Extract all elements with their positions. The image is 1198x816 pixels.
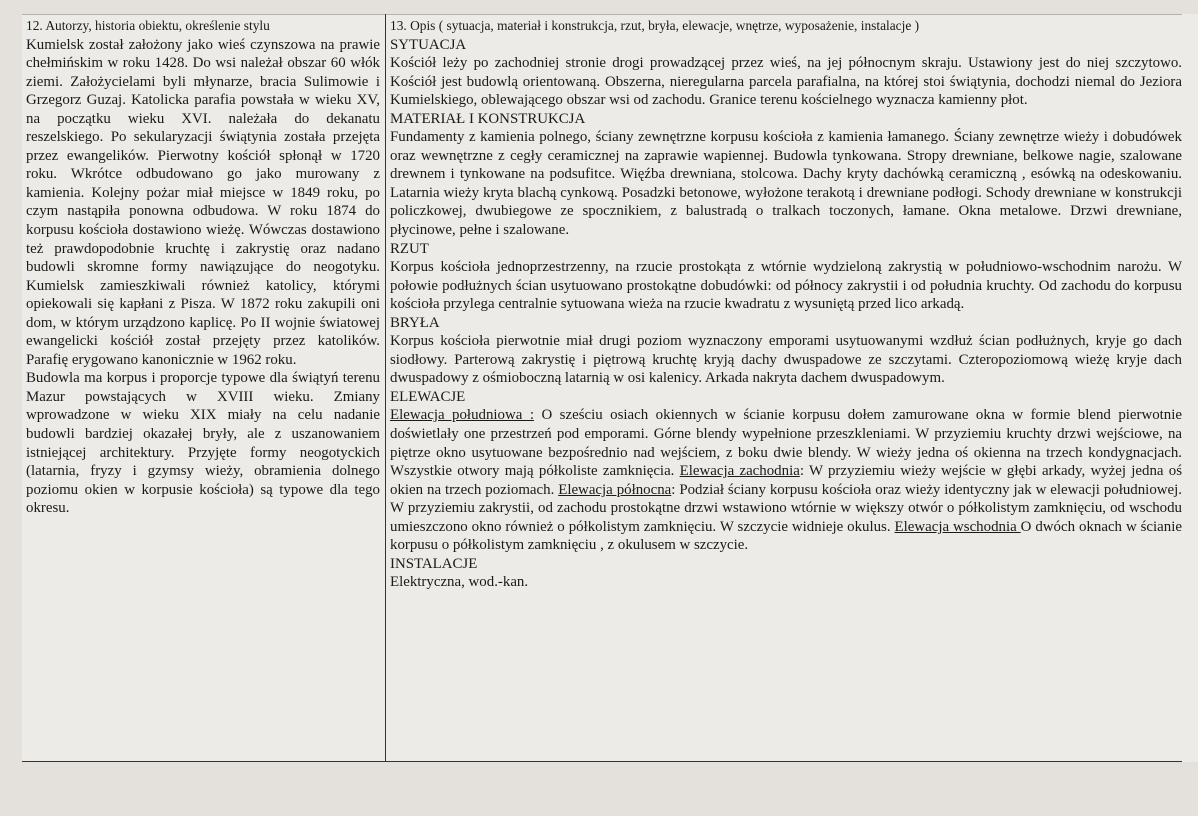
elewacja-zachodnia-label: Elewacja zachodnia: [679, 463, 800, 480]
sytuacja-text: Kościół leży po zachodniej stronie drogi prowadzącej przez wieś, na jej północnym skraju. Ustawiony jest do niej szczytowo. Kościół jest budowlą orientowaną. Obszerna, nieregularna parcela parafialna, na której stoi świątynia, dochodzi niemal do Jeziora Kumielskiego, oblewającego obszar wsi od zachodu. Granice terenu kościelnego wyznacza kamienny płot.: [390, 55, 1182, 109]
elewacja-poludniowa-label: Elewacja południowa :: [390, 407, 534, 424]
section-title-instalacje: INSTALACJE: [390, 555, 478, 572]
elewacja-poludniowa-text: O sześciu osiach okiennych w ścianie korpusu dołem zamurowane okna w formie blend pierwotnie doświetlały one przestrzeń pod emporami. Górne blendy wypełnione przeszkleniami. W przyziemiu kruchty drzwi wejściowe, na piętrze okno usytuowane bezpośrednio nad wejściem, z boku dwie blendy. W wieży jedna oś okienna na trzech kondygnacjach. Wszystkie otwory mają półkoliste zamknięcia.: [390, 407, 1183, 480]
top-border: [22, 14, 1182, 15]
elewacje-text: [390, 406, 1182, 554]
right-column-header: 13. Opis ( sytuacja, materiał i konstrukcja, rzut, bryła, elewacje, wnętrze, wyposażenie, instalacje ): [390, 18, 920, 33]
rzut-text: Korpus kościoła jednoprzestrzenny, na rzucie prostokąta z wtórnie wydzieloną zakrystią w południowo-wschodnim narożu. W połowie podłużnych ścian usytuowano prostokątne dobudówki: od północy zakrystii i od południa kruchty. Od zachodu do korpusu kościoła przylega centralnie sytuowana wieża na rzucie kwadratu z wysuniętą przed lico arkadą.: [390, 259, 1182, 313]
elewacja-polnocna-label: Elewacja północna: [558, 481, 672, 498]
section-title-rzut: RZUT: [390, 240, 429, 257]
elewacja-zachodnia-text: : W przyziemiu wieży wejście w głębi arkady, wyżej jedna oś okien na trzech poziomach.: [390, 463, 1183, 498]
left-column-header: 12. Autorzy, historia obiektu, określenie stylu: [26, 18, 270, 33]
elewacja-wschodnia-label: Elewacja wschodnia: [894, 518, 1021, 535]
section-title-sytuacja: SYTUACJA: [390, 36, 467, 53]
right-column: [390, 17, 1182, 592]
column-divider: [385, 14, 386, 762]
style-paragraph: Budowla ma korpus i proporcje typowe dla świątyń terenu Mazur powstających w XVIII wieku. Zmiany wprowadzone w wieku XIX miały na celu nadanie budowli bardziej okazałej bryły, ale z uszanowaniem istniejącej architektury. Przyjęte formy neogotyckich (latarnia, fryzy i gzymsy wieży, obramienia dolnego poziomu okien w korpusie kościoła) są typowe dla tego okresu.: [26, 370, 380, 517]
bottom-border: [22, 761, 1182, 762]
history-paragraph: Kumielsk został założony jako wieś czynszowa na prawie chełmińskim w roku 1428. Do wsi należał obszar 60 włók ziemi. Założycielami byli młynarze, bracia Sulimowie i Grzegorz Guzaj. Katolicka parafia powstała w wieku XV, na początku wieku XVI. należała do dekanatu reszelskiego. Po sekularyzacji świątynia została przejęta przez ewangelików. Pierwotny kościół spłonął w 1720 roku. Wkrótce odbudowano go jako murowany z kamienia. Kolejny pożar miał miejsce w 1849 roku, po czym nastąpiła ponowna odbudowa. W roku 1874 do korpusu kościoła dostawiono wieżę. Wówczas dostawiono też prawdopodobnie kruchtę i zakrystię oraz nadano budowli skromne formy nawiązujące do neogotyku. Kumielsk zamieszkiwali również katolicy, którymi opiekowali się kapłani z Pisza. W 1872 roku zakupili oni dom, w którym urządzono kaplicę. Po II wojnie światowej ewangelicki kościół został przejęty przez katolików. Parafię erygowano kanonicznie w 1962 roku.: [26, 36, 380, 368]
material-text: Fundamenty z kamienia polnego, ściany zewnętrzne korpusu kościoła z kamienia łamanego. Ściany zewnętrze wieży i dobudówek oraz wewnętrzne z cegły ceramicznej na zaprawie wapiennej. Budowla tynkowana. Stropy drewniane, belkowe nagie, szalowane drewnem i tynkowane na podsufitce. Więźba drewniana, stolcowa. Dachy kryty dachówką ceramiczną , esówką na odeskowaniu. Latarnia wieży kryta blachą cynkową. Posadzki betonowe, wyłożone terakotą i drewniane podłogi. Schody drewniane w konstrukcji policzkowej, dwubiegowe ze spocznikiem, z balustradą o tralkach toczonych, łamane. Okna metalowe. Drzwi drewniane, płycinowe, pełne i szalowane.: [390, 129, 1182, 239]
section-title-elewacje: ELEWACJE: [390, 388, 466, 405]
instalacje-text: Elektryczna, wod.-kan.: [390, 574, 529, 591]
elewacja-polnocna-text: : Podział ściany korpusu kościoła oraz wieży identyczny jak w elewacji południowej. W przyziemiu zakrystii, od zachodu prostokątne drzwi wstawiono wtórnie w większy otwór o półkolistym zamknięciu, od wschodu umieszczono okno również o półkolistym zamknięciu. W szczycie widnieje okulus.: [390, 481, 1182, 535]
elewacja-wschodnia-text: O dwóch oknach w ścianie korpusu o półkolistym zamknięciu , z okulusem w szczycie.: [390, 518, 1182, 554]
section-title-bryla: BRYŁA: [390, 314, 440, 331]
bryla-text: Korpus kościoła pierwotnie miał drugi poziom wyznaczony emporami usytuowanymi wzdłuż ścian podłużnych, kryje go dach siodłowy. Parterową zakrystię i piętrową kruchtę kryją dachy dwuspadowe ze szczytami. Czteropoziomową wieżę kryje dach dwuspadowy z ośmioboczną latarnią w osi kalenicy. Arkada nakryta dachem dwuspadowym.: [390, 333, 1182, 387]
section-title-material: MATERIAŁ I KONSTRUKCJA: [390, 110, 586, 127]
left-column: [26, 17, 380, 518]
